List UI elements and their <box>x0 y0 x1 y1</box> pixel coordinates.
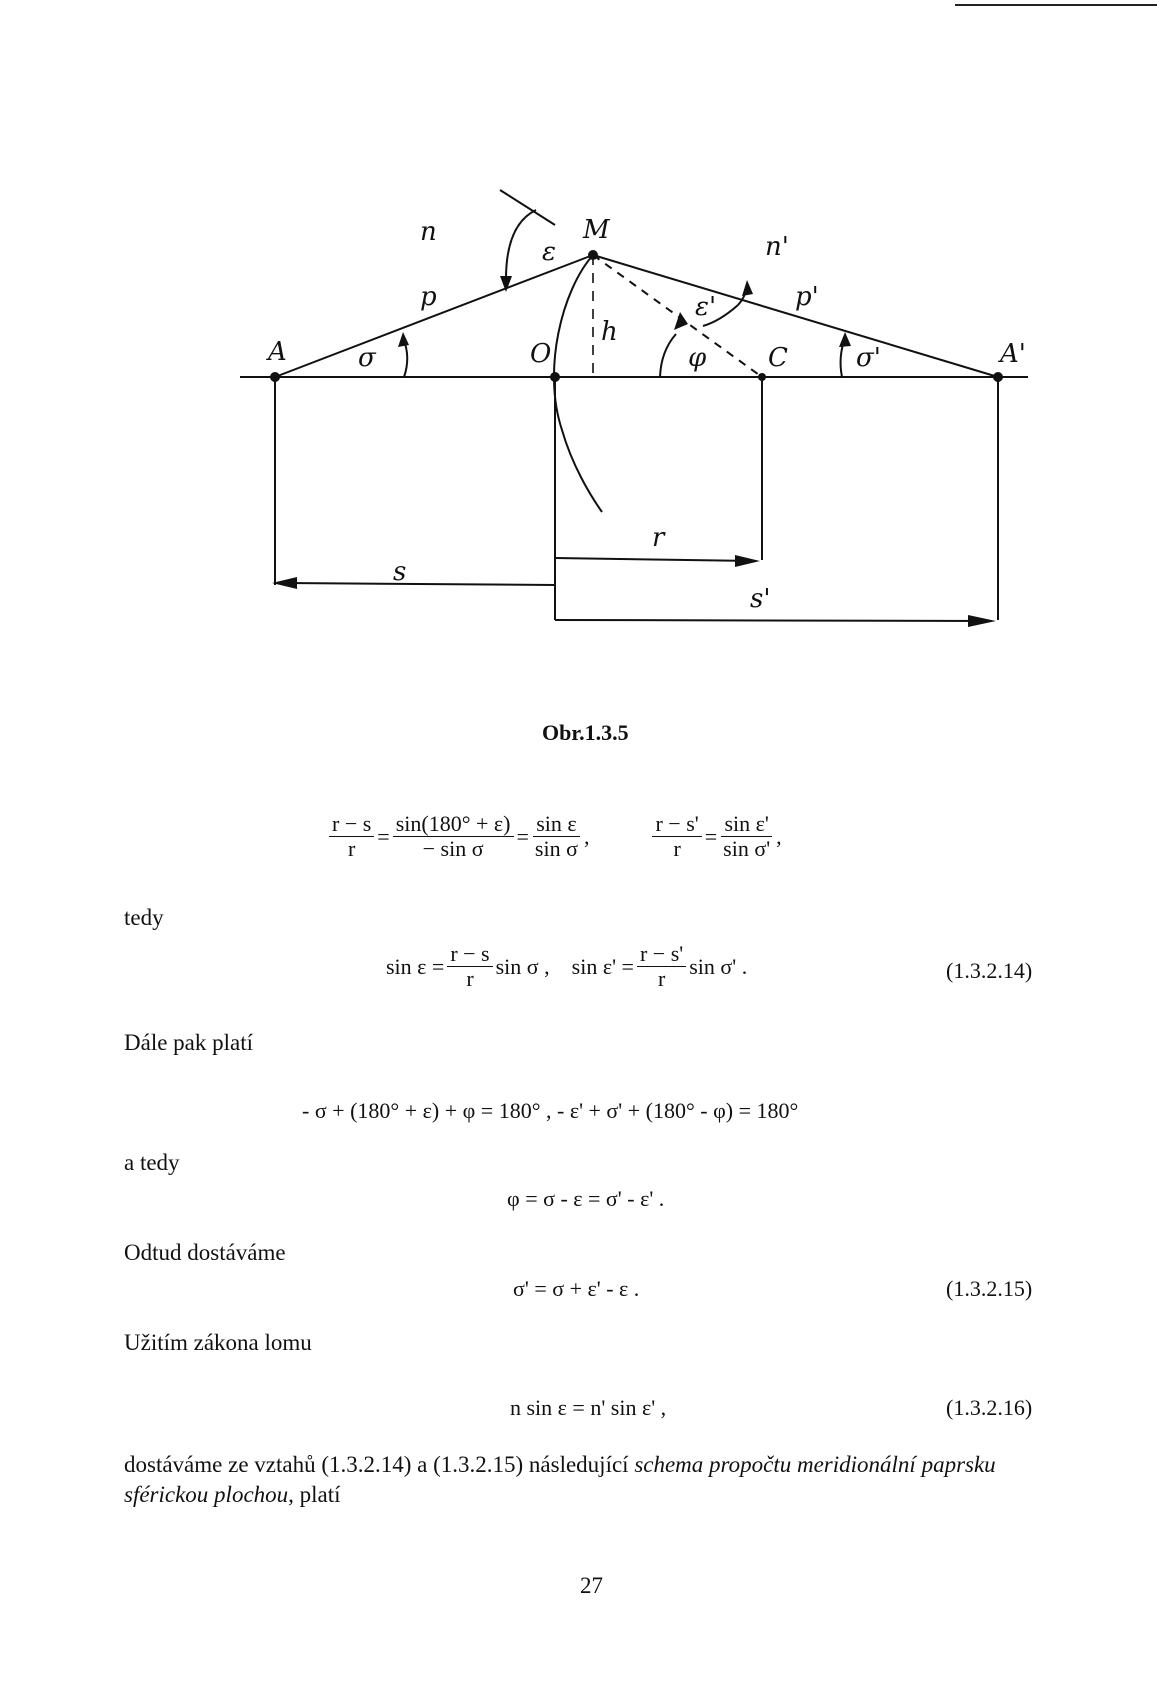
r-arrowhead <box>735 555 760 567</box>
closing-italic2: sférickou plochou, <box>124 1482 294 1507</box>
eq-sign: = <box>516 823 529 849</box>
frac-f2-den: r <box>657 966 666 991</box>
label-M: M <box>583 215 610 245</box>
frac-a-den: r <box>347 836 356 861</box>
text-a-tedy: a tedy <box>124 1150 180 1175</box>
frac-f1 <box>447 942 492 991</box>
equation-3: - σ + (180° + ε) + φ = 180° , - ε' + σ' + (180° - φ) = 180° <box>302 1098 799 1123</box>
closing-part2: platí <box>293 1482 341 1507</box>
equation-5: σ' = σ + ε' - ε . <box>513 1276 640 1301</box>
label-r: r <box>652 523 665 553</box>
equation-1 <box>326 812 782 861</box>
label-n-prime: n' <box>765 232 789 262</box>
frac-e-num: sin ε' <box>721 812 771 837</box>
frac-d-num: r − s' <box>652 812 701 837</box>
r-dimension <box>555 558 755 561</box>
point-C <box>758 373 766 381</box>
label-sigma-prime: σ' <box>856 343 881 373</box>
phi-arc <box>660 334 676 377</box>
equation-4: φ = σ - ε = σ' - ε' . <box>507 1186 665 1211</box>
label-s-prime: s' <box>750 584 771 614</box>
text-tedy: tedy <box>124 905 164 930</box>
text-dale: Dále pak platí <box>124 1030 254 1055</box>
equation-number-15: (1.3.2.15) <box>946 1276 1033 1301</box>
equation-number-16: (1.3.2.16) <box>946 1395 1033 1420</box>
frac-e-den: sin σ' <box>723 836 771 861</box>
refracted-ray <box>593 255 998 377</box>
closing-paragraph <box>124 1450 996 1510</box>
label-h: h <box>601 317 618 347</box>
closing-part1: dostáváme ze vztahů (1.3.2.14) a (1.3.2.15) následující <box>124 1452 635 1477</box>
frac-b-den: − sin σ <box>422 836 484 861</box>
eq2-lhs1: sin ε = <box>386 953 445 979</box>
eq2-lhs2: sin ε' = <box>571 953 634 979</box>
closing-line-2 <box>124 1480 996 1510</box>
s-prime-arrowhead <box>968 615 996 627</box>
label-A: A <box>268 337 287 367</box>
frac-c <box>532 812 581 861</box>
eq-sign: = <box>704 823 718 849</box>
optics-diagram <box>0 0 1157 660</box>
label-phi: φ <box>688 343 707 373</box>
point-O <box>550 372 560 382</box>
s-dimension <box>285 583 555 585</box>
normal-line <box>593 255 762 377</box>
equation-6: n sin ε = n' sin ε' , <box>510 1395 667 1420</box>
label-sigma: σ <box>358 343 376 373</box>
point-A <box>270 372 280 382</box>
point-A-prime <box>993 372 1003 382</box>
text-uzitim: Užitím zákona lomu <box>124 1330 312 1355</box>
label-A-prime: A' <box>1000 339 1026 369</box>
label-n: n <box>420 217 437 247</box>
frac-f2-num: r − s' <box>637 942 686 967</box>
comma: , <box>776 823 782 849</box>
sigma-prime-arrowhead <box>839 332 851 347</box>
eq2-rhs1: sin σ , <box>495 953 550 979</box>
frac-f1-den: r <box>466 966 474 991</box>
label-epsilon: ε <box>542 237 556 267</box>
label-p: p <box>420 282 437 312</box>
label-O: O <box>530 339 552 369</box>
sigma-arrowhead <box>398 332 409 347</box>
s-prime-dimension <box>555 620 990 621</box>
label-C: C <box>768 343 788 373</box>
point-M <box>588 250 598 260</box>
comma: , <box>583 823 590 849</box>
epsilon-prime-arrowhead <box>674 312 688 330</box>
eq-sign: = <box>377 823 390 849</box>
frac-c-den: sin σ <box>534 836 578 861</box>
frac-d <box>652 812 701 861</box>
normal-extension <box>500 190 555 225</box>
equation-number-14: (1.3.2.14) <box>946 958 1033 983</box>
label-s: s <box>393 557 407 587</box>
frac-c-num: sin ε <box>533 812 579 837</box>
spherical-surface <box>554 255 602 512</box>
epsilon-arc <box>506 210 536 283</box>
figure-caption: Obr.1.3.5 <box>542 720 629 745</box>
text-odtud: Odtud dostáváme <box>124 1240 286 1265</box>
label-epsilon-prime: ε' <box>695 292 717 322</box>
page-number: 27 <box>580 1573 603 1598</box>
frac-d-den: r <box>673 836 681 861</box>
eq2-rhs2: sin σ' . <box>689 953 748 979</box>
frac-f1-num: r − s <box>447 942 492 967</box>
frac-a-num: r − s <box>329 812 374 837</box>
p-prime-arrowhead <box>742 280 753 296</box>
frac-a <box>329 812 374 861</box>
frac-f2 <box>637 942 686 991</box>
frac-b <box>393 812 514 861</box>
closing-italic1: schema propočtu meridionální paprsku <box>634 1452 996 1477</box>
frac-e <box>720 812 773 861</box>
frac-b-num: sin(180° + ε) <box>393 812 514 837</box>
equation-2 <box>386 942 747 991</box>
label-p-prime: p' <box>795 282 819 312</box>
closing-line-1 <box>124 1450 996 1480</box>
